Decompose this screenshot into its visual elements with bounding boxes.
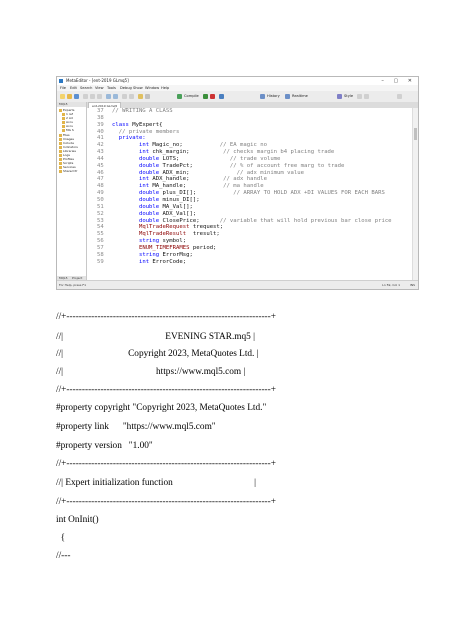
comment-icon[interactable] — [357, 94, 362, 99]
code-line[interactable] — [97, 129, 412, 136]
cut-icon[interactable] — [83, 94, 88, 99]
code-line[interactable] — [97, 204, 412, 211]
code-token: chk_margin; — [149, 149, 224, 156]
code-token: double — [138, 203, 160, 210]
code-token — [112, 245, 139, 251]
folder-icon — [59, 170, 62, 173]
code-token — [112, 218, 139, 224]
line-number: 42 — [97, 142, 104, 149]
line-number: 46 — [97, 169, 104, 176]
navigator-pane — [57, 102, 87, 281]
nav-item[interactable]: 2 Ad — [62, 116, 73, 120]
profile-icon[interactable] — [219, 94, 224, 99]
nav-item[interactable]: MG S — [62, 128, 74, 132]
vertical-scrollbar[interactable] — [412, 108, 418, 281]
menu-window[interactable]: Window — [145, 86, 160, 90]
line-number: 44 — [97, 155, 104, 162]
editor-tab[interactable]: ent-2019 GLmq5 — [88, 102, 121, 108]
doc-line: //| Copyright 2023, MetaQuotes Ltd. | — [56, 349, 259, 359]
code-token: double — [138, 155, 160, 162]
doc-line: //+------------------------------------------------------------------+ — [56, 385, 276, 395]
code-token — [112, 190, 139, 196]
nav-item-services[interactable]: Services — [59, 165, 76, 169]
code-token: ErrorMsg; — [159, 251, 193, 258]
line-number: 41 — [97, 135, 104, 142]
line-number: 59 — [97, 258, 104, 265]
code-token: ErrorCode; — [149, 258, 187, 265]
code-token: LOTS; — [159, 155, 230, 162]
code-line[interactable] — [97, 224, 412, 231]
code-token: double — [138, 169, 160, 176]
code-area[interactable] — [97, 108, 412, 281]
doc-line: #property link "https://www.mql5.com" — [56, 422, 216, 432]
doc-line: int OnInit() — [56, 515, 99, 525]
doc-line: //| EVENING STAR.mq5 | — [56, 332, 255, 342]
code-token: // ARRAY TO HOLD ADX +DI VALUES FOR EACH BARS — [233, 190, 385, 197]
code-token — [112, 149, 139, 155]
navigator-header: MQL5 — [57, 102, 86, 107]
menu-show[interactable]: Show — [133, 86, 143, 90]
redo-icon[interactable] — [113, 94, 118, 99]
code-token: int — [138, 258, 150, 265]
code-line[interactable] — [97, 245, 412, 252]
code-line[interactable] — [97, 190, 412, 197]
nav-item[interactable]: 1 ref — [62, 112, 73, 116]
code-line[interactable] — [97, 122, 412, 129]
code-line[interactable] — [97, 176, 412, 183]
style-button[interactable]: Style — [344, 94, 354, 98]
code-line[interactable] — [97, 163, 412, 170]
tab-project[interactable]: Project — [72, 276, 83, 280]
line-number: 53 — [97, 217, 104, 224]
code-token: period; — [189, 244, 217, 251]
menu-help[interactable]: Help — [161, 86, 170, 90]
code-token: int — [138, 176, 150, 183]
code-token: minus_DI[]; — [159, 196, 200, 203]
code-token: int — [138, 142, 150, 149]
menu-edit[interactable]: Edit — [70, 86, 77, 90]
code-token: // adx handle — [223, 176, 267, 183]
code-token: Magic_no; — [149, 142, 220, 149]
paste-icon[interactable] — [97, 94, 102, 99]
code-token: // adx minimum value — [236, 169, 304, 176]
code-token: ENUM_TIMEFRAMES — [138, 244, 190, 251]
code-line[interactable] — [97, 183, 412, 190]
status-mode: INS — [409, 283, 415, 287]
code-line[interactable] — [97, 231, 412, 238]
code-line[interactable] — [97, 108, 412, 115]
code-token — [112, 238, 139, 244]
save-icon[interactable] — [74, 94, 79, 99]
code-token: TradePct; — [159, 162, 230, 169]
code-line[interactable] — [97, 252, 412, 259]
bookmark-icon[interactable] — [397, 94, 402, 99]
start-icon[interactable] — [203, 94, 208, 99]
line-number: 52 — [97, 210, 104, 217]
code-token: // variable that will hold previous bar close price — [219, 217, 392, 224]
menu-debug[interactable]: Debug — [120, 86, 132, 90]
line-number: 55 — [97, 231, 104, 238]
line-number: 43 — [97, 149, 104, 156]
window-titlebar — [57, 77, 418, 85]
code-token: double — [138, 190, 160, 197]
history-button[interactable]: History — [267, 94, 280, 98]
line-number: 58 — [97, 251, 104, 258]
code-line[interactable] — [97, 149, 412, 156]
nav-item[interactable]: Accu — [62, 120, 73, 124]
navigator-icon[interactable] — [138, 94, 143, 99]
code-token — [112, 183, 139, 189]
doc-line: //| https://www.mql5.com | — [56, 367, 246, 377]
nav-item-include[interactable]: Include — [59, 141, 74, 145]
status-bar — [57, 280, 418, 289]
window-title: MetaEditor - [ent-2019 GLmq5] — [66, 78, 129, 83]
line-number: 51 — [97, 203, 104, 210]
code-token: // % of account free marg to trade — [229, 162, 345, 169]
code-token: // private members — [112, 128, 180, 135]
code-token — [112, 211, 139, 217]
nav-item-scripts[interactable]: Scripts — [59, 161, 73, 165]
file-icon — [62, 129, 65, 132]
doc-line: //+------------------------------------------------------------------+ — [56, 497, 276, 507]
code-token: MqlTradeRequest — [138, 224, 190, 231]
line-number: 39 — [97, 121, 104, 128]
line-number: 49 — [97, 190, 104, 197]
status-position: Ln 59, Col 1 — [382, 283, 400, 287]
code-token — [112, 163, 139, 169]
nav-item[interactable]: Accu — [62, 124, 73, 128]
code-token: string — [138, 238, 160, 245]
code-token: // ma handle — [223, 183, 264, 190]
menu-file[interactable]: File — [60, 86, 67, 90]
code-token: string — [138, 251, 160, 258]
code-token: private: — [112, 135, 146, 142]
line-number: 48 — [97, 183, 104, 190]
code-token: // EA magic no — [219, 142, 267, 149]
compile-button[interactable]: Compile — [184, 94, 199, 98]
code-token: ADX_handle; — [149, 176, 224, 183]
code-editor[interactable] — [87, 102, 418, 281]
code-token: MA_Val[]; — [159, 203, 193, 210]
new-file-icon[interactable] — [60, 94, 65, 99]
code-token: double — [138, 162, 160, 169]
copy-icon[interactable] — [90, 94, 95, 99]
code-token: ADX_Val[]; — [159, 210, 197, 217]
code-token: int — [138, 149, 150, 156]
uncomment-icon[interactable] — [364, 94, 369, 99]
code-line[interactable] — [97, 259, 412, 266]
code-token: ADX_min; — [159, 169, 237, 176]
doc-line: //+------------------------------------------------------------------+ — [56, 312, 276, 322]
metaeditor-screenshot — [56, 76, 419, 290]
code-line[interactable] — [97, 211, 412, 218]
doc-line: //| Expert initialization function | — [56, 478, 256, 488]
undo-icon[interactable] — [106, 94, 111, 99]
line-number: 50 — [97, 196, 104, 203]
code-token — [112, 252, 139, 258]
code-token: trequest; — [189, 224, 224, 231]
nav-item-experts[interactable]: Experts — [59, 108, 74, 112]
code-line[interactable] — [97, 238, 412, 245]
code-line[interactable] — [97, 156, 412, 163]
nav-item-indicators[interactable]: Indicators — [59, 145, 78, 149]
doc-line: { — [56, 533, 66, 543]
open-folder-icon[interactable] — [67, 94, 72, 99]
code-token: // trade volume — [229, 155, 281, 162]
app-icon — [59, 79, 63, 83]
code-token: int — [138, 183, 150, 190]
code-token — [112, 170, 139, 176]
replace-icon[interactable] — [129, 94, 134, 99]
menu-view[interactable]: View — [95, 86, 104, 90]
code-token: plus_DI[]; — [159, 190, 234, 197]
line-number: 38 — [97, 114, 104, 121]
line-number: 40 — [97, 128, 104, 135]
code-token — [112, 259, 139, 265]
code-token — [112, 142, 139, 148]
tab-mql5[interactable]: MQL5 — [59, 276, 68, 280]
code-token: double — [138, 196, 160, 203]
doc-line: #property copyright "Copyright 2023, MetaQuotes Ltd." — [56, 403, 267, 413]
find-icon[interactable] — [122, 94, 127, 99]
code-token: // WRITING A CLASS — [112, 108, 173, 114]
menu-tools[interactable]: Tools — [107, 86, 116, 90]
doc-line: #property version "1.00" — [56, 441, 153, 451]
menu-search[interactable]: Search — [80, 86, 93, 90]
code-token — [112, 197, 139, 203]
code-line[interactable] — [97, 142, 412, 149]
scrollbar-thumb[interactable] — [414, 128, 417, 140]
nav-item-images[interactable]: Images — [59, 137, 74, 141]
code-token: MyExpert{ — [132, 121, 163, 128]
nav-item-profiles[interactable]: Profiles — [59, 157, 74, 161]
toolbox-icon[interactable] — [145, 94, 150, 99]
code-token: MqlTradeResult — [138, 231, 187, 238]
code-line[interactable] — [97, 218, 412, 225]
nav-item-libraries[interactable]: Libraries — [59, 149, 76, 153]
code-token — [112, 204, 139, 210]
stop-icon[interactable] — [210, 94, 215, 99]
code-token — [112, 224, 139, 230]
code-token: tresult; — [186, 231, 220, 238]
code-token: class — [112, 121, 133, 128]
code-token — [112, 176, 139, 182]
history-icon[interactable] — [260, 94, 265, 99]
code-token — [112, 156, 139, 162]
status-help: For Help, press F1 — [59, 283, 87, 287]
nav-item-logs[interactable]: Logs — [59, 153, 70, 157]
code-token: // checks margin b4 placing trade — [223, 149, 335, 156]
realtime-icon[interactable] — [285, 94, 290, 99]
code-line[interactable] — [97, 170, 412, 177]
code-token: double — [138, 210, 160, 217]
code-token: MA_handle; — [149, 183, 224, 190]
code-line[interactable] — [97, 115, 412, 122]
code-token: double — [138, 217, 160, 224]
line-number: 37 — [97, 108, 104, 114]
doc-line: //+------------------------------------------------------------------+ — [56, 459, 276, 469]
window-controls[interactable]: – ▢ ✕ — [381, 78, 416, 84]
code-token — [112, 231, 139, 237]
code-token: symbol; — [159, 238, 187, 245]
realtime-button[interactable]: Realtime — [292, 94, 308, 98]
line-number: 45 — [97, 162, 104, 169]
code-token: ClosePrice; — [159, 217, 220, 224]
code-line[interactable] — [97, 135, 412, 142]
nav-item-shared[interactable]: Shared Pr — [59, 169, 78, 173]
style-icon[interactable] — [337, 94, 342, 99]
line-number: 57 — [97, 244, 104, 251]
line-number: 56 — [97, 238, 104, 245]
doc-line: //--- — [56, 551, 71, 561]
line-number: 47 — [97, 176, 104, 183]
line-number: 54 — [97, 224, 104, 231]
code-line[interactable] — [97, 197, 412, 204]
compile-icon[interactable] — [177, 94, 182, 99]
nav-item-files[interactable]: Files — [59, 133, 70, 137]
